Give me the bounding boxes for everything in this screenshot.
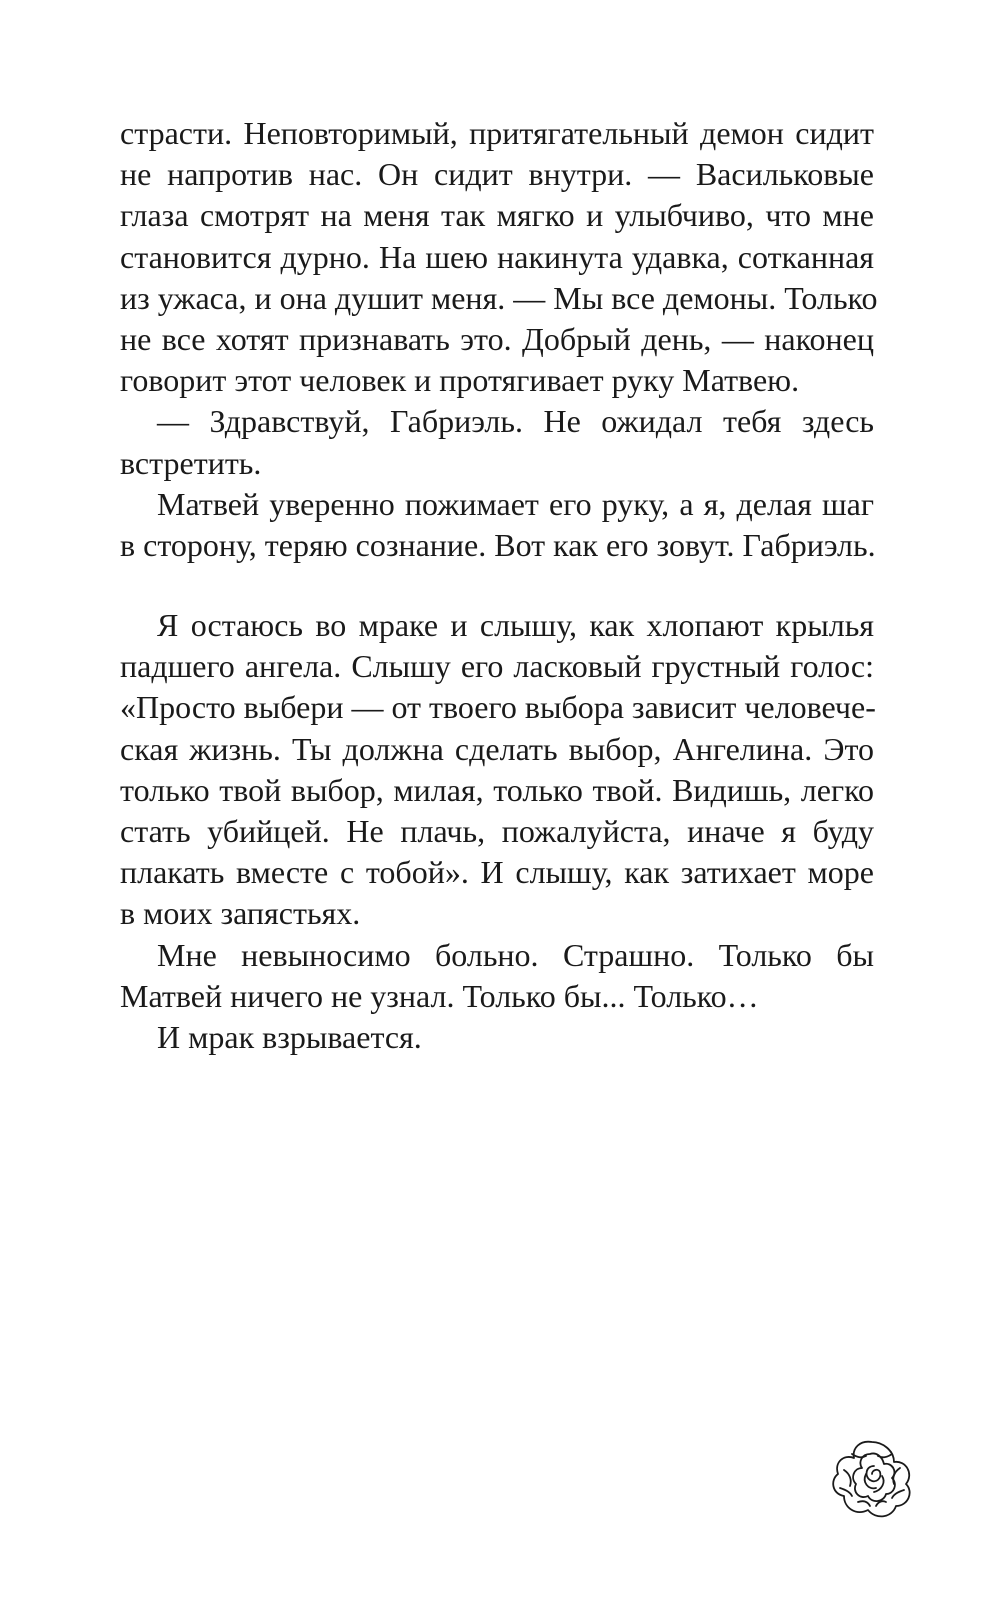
text-line: — Здравствуй, Габриэль. Не ожидал тебя здесь [157,403,874,440]
paragraph [120,605,874,935]
text-line: плакать вместе с тобой». И слышу, как затихает море [120,854,874,891]
page-text [120,113,878,1058]
text-line: Мне невыносимо больно. Страшно. Только бы [157,936,874,973]
paragraph [120,113,878,401]
text-line: только твой выбор, милая, только твой. Видишь, легко [120,771,874,808]
text-line: стать убийцей. Не плачь, пожалуйста, иначе я буду [120,813,874,849]
section-break [120,566,874,605]
text-line: в моих запястьях. [120,895,361,932]
text-line: страсти. Неповторимый, притягательный демон сидит [120,115,874,151]
text-line: говорит этот человек и протягивает руку Матвею. [120,362,800,399]
text-line: «Просто выбери — от твоего выбора зависит человече- [120,689,876,726]
paragraph [120,484,874,566]
text-line: из ужаса, и она душит меня. — Мы все демоны. Только [120,279,878,316]
text-line: не напротив нас. Он сидит внутри. — Васильковые [120,156,874,193]
paragraph [120,1017,874,1058]
text-line: Матвей ничего не узнал. Только бы... Только… [120,977,759,1014]
text-line: глаза смотрят на меня так мягко и улыбчиво, что мне [120,197,874,234]
text-line: ская жизнь. Ты должна сделать выбор, Ангелина. Это [120,730,874,767]
text-line: И мрак взрывается. [157,1018,422,1055]
rose-icon [822,1430,922,1530]
text-line: Я остаюсь во мраке и слышу, как хлопают крылья [157,607,874,644]
text-line: Матвей уверенно пожимает его руку, а я, делая шаг [157,485,874,522]
text-line: падшего ангела. Слышу его ласковый грустный голос: [120,648,874,685]
text-line: становится дурно. На шею накинута удавка, сотканная [120,238,874,275]
text-line: встретить. [120,444,262,481]
text-line: в сторону, теряю сознание. Вот как его зовут. Габриэль. [120,526,876,563]
text-line: не все хотят признавать это. Добрый день, — наконец [120,320,874,357]
paragraph [120,401,874,483]
paragraph [120,935,874,1017]
